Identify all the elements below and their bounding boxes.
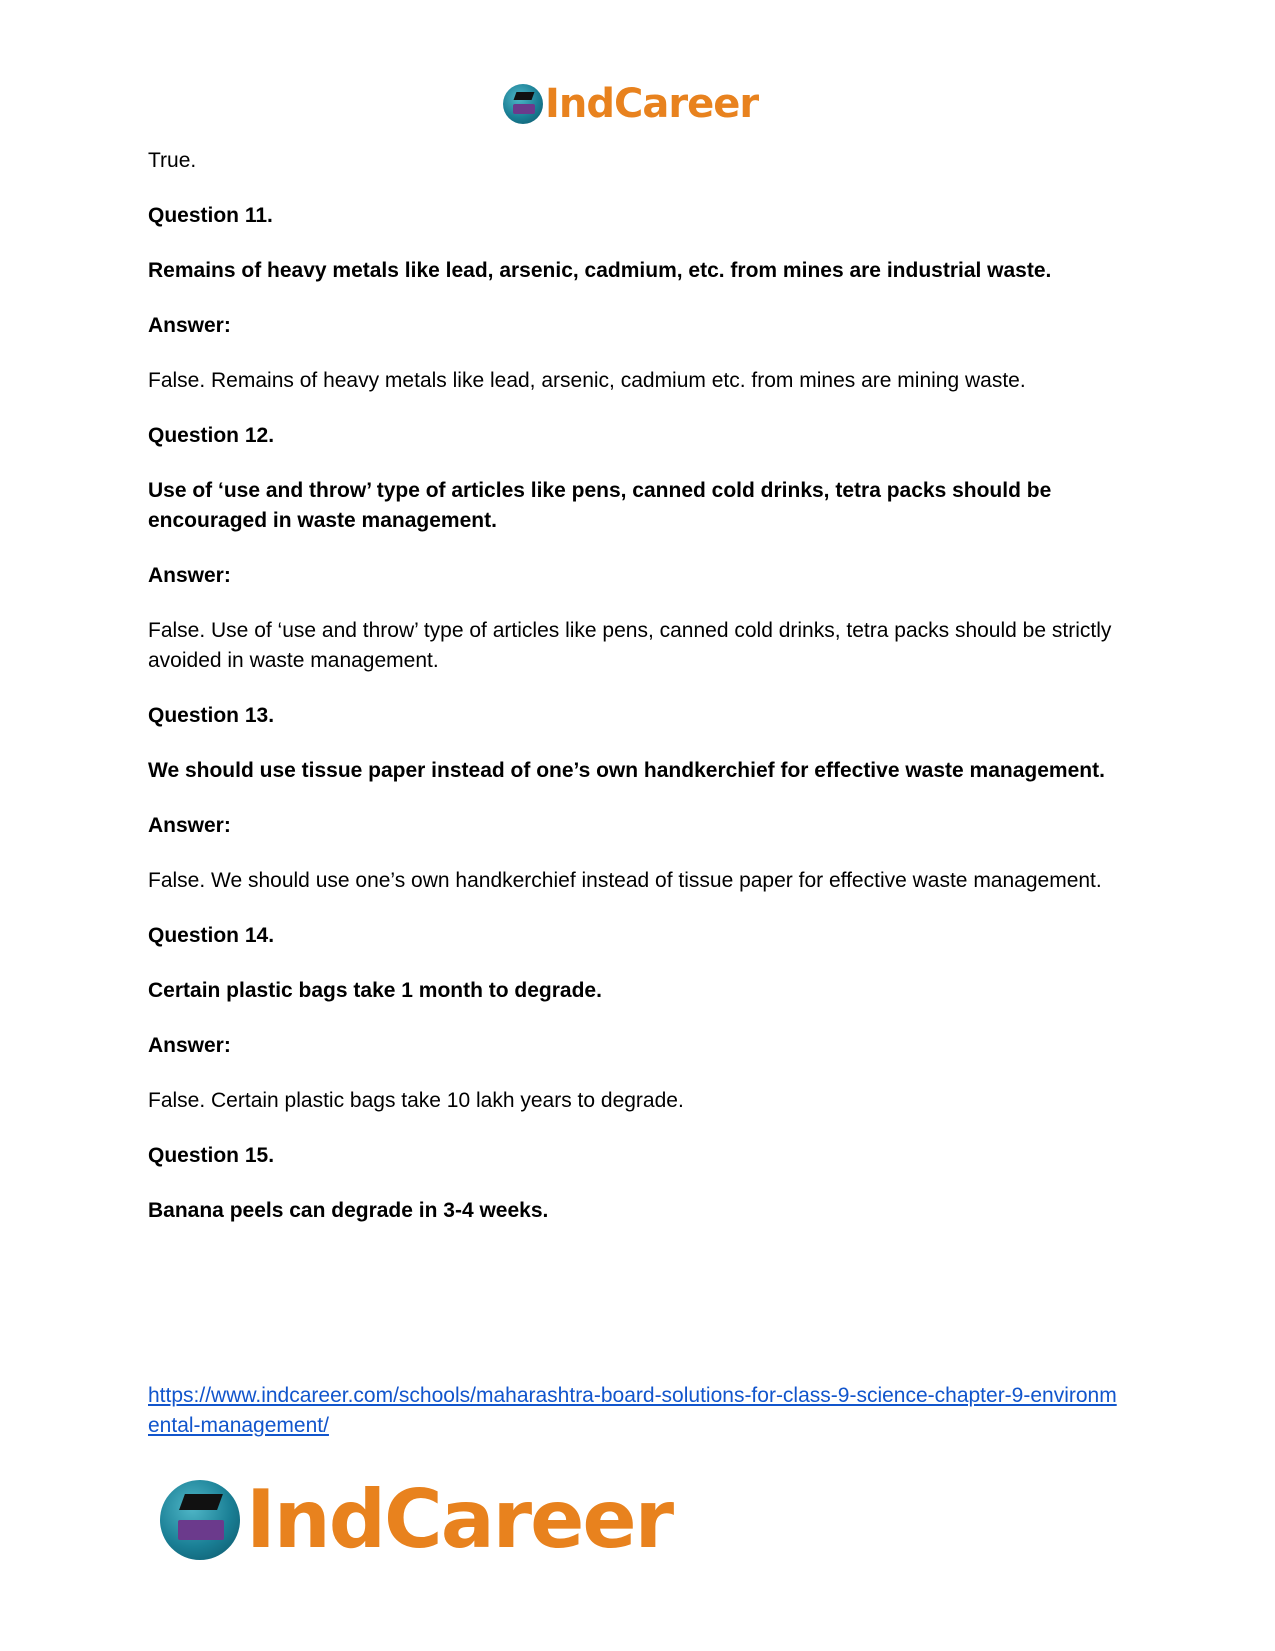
graduation-book-icon: [160, 1480, 240, 1560]
answer-label: Answer:: [148, 314, 231, 337]
question-statement: Certain plastic bags take 1 month to degrade.: [148, 979, 602, 1002]
question-statement: We should use tissue paper instead of one’s own handkerchief for effective waste management.: [148, 759, 1105, 782]
question-heading: Question 12.: [148, 424, 275, 447]
footer-logo: [160, 1475, 672, 1565]
answer-label: Answer:: [148, 1034, 231, 1057]
document-content: [148, 146, 1128, 1251]
source-url-link[interactable]: https://www.indcareer.com/schools/maharashtra-board-solutions-for-class-9-science-chapter-9-environmental-management/: [148, 1384, 1117, 1437]
question-heading: Question 15.: [148, 1144, 275, 1167]
answer-label: Answer:: [148, 564, 231, 587]
answer-text: False. Certain plastic bags take 10 lakh years to degrade.: [148, 1089, 684, 1112]
answer-text: False. We should use one’s own handkerchief instead of tissue paper for effective waste management.: [148, 869, 1102, 892]
answer-text: False. Remains of heavy metals like lead, arsenic, cadmium etc. from mines are mining waste.: [148, 369, 1026, 392]
question-heading: Question 14.: [148, 924, 275, 947]
answer-text: True.: [148, 149, 197, 172]
question-statement: Banana peels can degrade in 3-4 weeks.: [148, 1199, 549, 1222]
header-logo: [503, 80, 758, 128]
footer-logo-text: IndCareer: [246, 1473, 673, 1566]
question-heading: Question 13.: [148, 704, 275, 727]
header-logo-text: IndCareer: [545, 81, 759, 127]
question-heading: Question 11.: [148, 204, 273, 227]
question-statement: Remains of heavy metals like lead, arsenic, cadmium, etc. from mines are industrial waste.: [148, 259, 1052, 282]
answer-label: Answer:: [148, 814, 231, 837]
answer-text: False. Use of ‘use and throw’ type of articles like pens, canned cold drinks, tetra packs should be strictly avoided in waste management.: [148, 619, 1112, 672]
graduation-book-icon: [503, 84, 543, 124]
question-statement: Use of ‘use and throw’ type of articles like pens, canned cold drinks, tetra packs should be encouraged in waste management.: [148, 479, 1052, 532]
